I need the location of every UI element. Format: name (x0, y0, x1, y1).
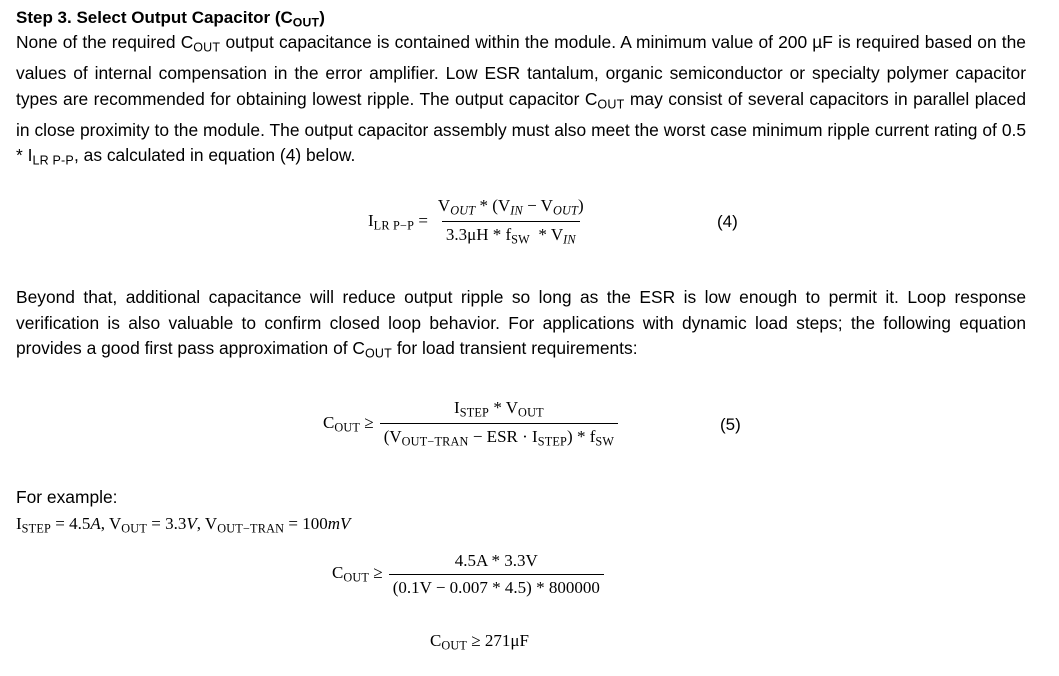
equation-4-fraction (434, 196, 588, 248)
equation-5-fraction (380, 398, 618, 450)
equation-5-denominator: ($V_{OUT-TRAN}$ − ESR · $I_{STEP}) * f_{SW}$ (380, 423, 618, 449)
example-values: $I_{STEP} = 4.5A$, $V_{OUT} = 3.3V$, $V_{OUT-TRAN} = 100mV$ (16, 514, 351, 536)
equation-calculation-denominator: (0.1V − 0.007 * 4.5) * 800000 (389, 574, 604, 598)
equation-4-numerator: $V_{OUT} * (V_{IN} - V_{OUT})$ (437, 196, 584, 218)
example-label: For example: (16, 487, 118, 507)
equation-calculation (332, 551, 604, 598)
equation-5-number: (5) (720, 415, 741, 434)
result-equation: $C_{OUT} \ge 271\mu F$ (430, 631, 529, 653)
equation-4-lhs: $I_{LR P-P}$ = (368, 210, 428, 233)
equation-calculation-lhs: $C_{OUT}$ ≥ (332, 563, 383, 585)
paragraph-output-capacitor: None of the required $C_{OUT}$ output capacitance is contained within the module. A minimum value of 200 µF is required based on the values of internal compensation in the error amplifier. Low ESR tantalum, organic semiconductor or specialty polymer capacitor types are recommended for obtaining lowest ripple. The output capacitor $C_{OUT}$ may consist of several capacitors in parallel placed in close proximity to the module. The output capacitor assembly must also meet the worst case minimum ripple current rating of $0.5 * I_{LR P-P}$, as calculated in equation (4) below. (16, 32, 1026, 168)
equation-4 (368, 196, 588, 248)
equation-5 (323, 398, 618, 450)
equation-calculation-fraction (389, 551, 604, 598)
equation-4-denominator: $3.3\mu H * f_{SW} * V_{IN}$ (442, 221, 580, 247)
equation-5-lhs: $C_{OUT}$ ≥ (323, 412, 374, 435)
equation-4-number: (4) (717, 212, 738, 231)
section-heading: Step 3. Select Output Capacitor $(C_{OUT})$ (16, 8, 325, 30)
equation-calculation-numerator: 4.5A * 3.3V (454, 551, 538, 570)
paragraph-load-transient: Beyond that, additional capacitance will reduce output ripple so long as the ESR is low enough to permit it. Loop response verification is also valuable to confirm closed loop behavior. For applications with dynamic load steps; the following equation provides a good first pass approximation of $C_{OUT}$ for load transient requirements: (16, 287, 1026, 361)
equation-5-numerator: $I_{STEP} * V_{OUT}$ (454, 398, 544, 420)
